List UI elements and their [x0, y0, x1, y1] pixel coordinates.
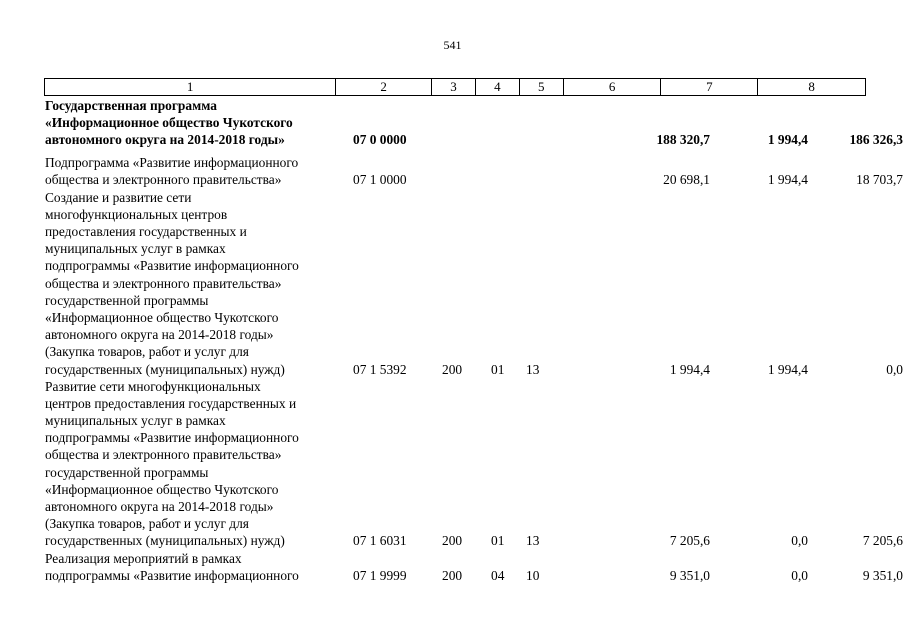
table-header [44, 78, 866, 96]
row-name-line: общества и электронного правительства» [45, 275, 282, 291]
row-name-line: подпрограммы «Развитие информационного [45, 430, 299, 446]
row-amount-8: 7 205,6 [862, 533, 903, 549]
row-vr: 200 [442, 361, 463, 377]
row-name-line: предоставления государственных и [45, 223, 247, 239]
page-number: 541 [443, 38, 462, 52]
row-pr: 13 [526, 361, 540, 377]
row-amount-8: 186 326,3 [849, 132, 903, 148]
row-name-line: центров предоставления государственных и [45, 395, 297, 411]
row-rz: 01 [491, 361, 505, 377]
row-name-line: «Информационное общество Чукотского [45, 115, 293, 131]
row-name-line: муниципальных услуг в рамках [45, 412, 226, 428]
row-name [45, 154, 337, 188]
row-code: 07 1 0000 [353, 172, 407, 188]
row-amount-6: 9 351,0 [669, 568, 710, 584]
row-name [45, 97, 337, 149]
row-amount-6: 7 205,6 [669, 533, 710, 549]
row-amount-7: 0,0 [791, 533, 808, 549]
row-amount-6: 20 698,1 [663, 172, 710, 188]
row-name-line: государственных (муниципальных) нужд) [45, 361, 285, 377]
row-vr: 200 [442, 568, 463, 584]
row-name-line: автономного округа на 2014-2018 годы» [45, 132, 285, 148]
row-vr: 200 [442, 533, 463, 549]
row-name-line: Подпрограмма «Развитие информационного [45, 155, 299, 170]
row-name-line: Реализация мероприятий в рамках [45, 551, 242, 566]
row-amount-8: 18 703,7 [856, 172, 903, 188]
row-name-line: Государственная программа [45, 98, 217, 113]
row-name-line: (Закупка товаров, работ и услуг для [45, 344, 249, 360]
row-name-line: Создание и развитие сети [45, 189, 192, 205]
row-code: 07 1 9999 [353, 568, 407, 584]
header-cell-7: 7 [661, 79, 758, 95]
header-cell-3: 3 [432, 79, 476, 95]
row-name-line: подпрограммы «Развитие информационного [45, 258, 299, 274]
header-cell-8: 8 [808, 79, 815, 94]
row-amount-6: 1 994,4 [669, 361, 710, 377]
header-cell-6: 6 [564, 79, 662, 95]
row-name-line: государственных (муниципальных) нужд) [45, 533, 285, 549]
row-amount-7: 0,0 [791, 568, 808, 584]
row-name-line: подпрограммы «Развитие информационного [45, 568, 299, 584]
header-cell-5: 5 [520, 79, 564, 95]
row-rz: 01 [491, 533, 505, 549]
header-cell-1: 1 [45, 79, 336, 95]
row-name-line: общества и электронного правительства» [45, 447, 282, 463]
row-name-line: муниципальных услуг в рамках [45, 241, 226, 257]
row-name-line: автономного округа на 2014-2018 годы» [45, 327, 274, 343]
row-code: 07 0 0000 [353, 132, 407, 148]
row-code: 07 1 5392 [353, 361, 407, 377]
row-name-line: общества и электронного правительства» [45, 172, 282, 188]
row-name-line: многофункциональных центров [45, 206, 228, 222]
row-pr: 13 [526, 533, 540, 549]
row-name-line: (Закупка товаров, работ и услуг для [45, 516, 249, 532]
row-name-line: государственной программы [45, 292, 209, 308]
row-name-line: Развитие сети многофункциональных [45, 378, 261, 394]
row-amount-7: 1 994,4 [767, 172, 808, 188]
row-name [45, 189, 337, 378]
row-name-line: «Информационное общество Чукотского [45, 481, 279, 497]
row-code: 07 1 6031 [353, 533, 407, 549]
row-name [45, 378, 337, 550]
row-amount-6: 188 320,7 [656, 132, 710, 148]
header-cell-2: 2 [336, 79, 432, 95]
row-amount-7: 1 994,4 [767, 361, 808, 377]
row-name-line: государственной программы [45, 464, 209, 480]
row-rz: 04 [491, 568, 505, 584]
row-name-line: автономного округа на 2014-2018 годы» [45, 498, 274, 514]
row-amount-8: 0,0 [886, 361, 903, 377]
row-name [45, 550, 337, 584]
row-name-line: «Информационное общество Чукотского [45, 309, 279, 325]
header-cell-4: 4 [476, 79, 520, 95]
row-pr: 10 [526, 568, 540, 584]
row-amount-7: 1 994,4 [767, 132, 808, 148]
row-amount-8: 9 351,0 [862, 568, 903, 584]
